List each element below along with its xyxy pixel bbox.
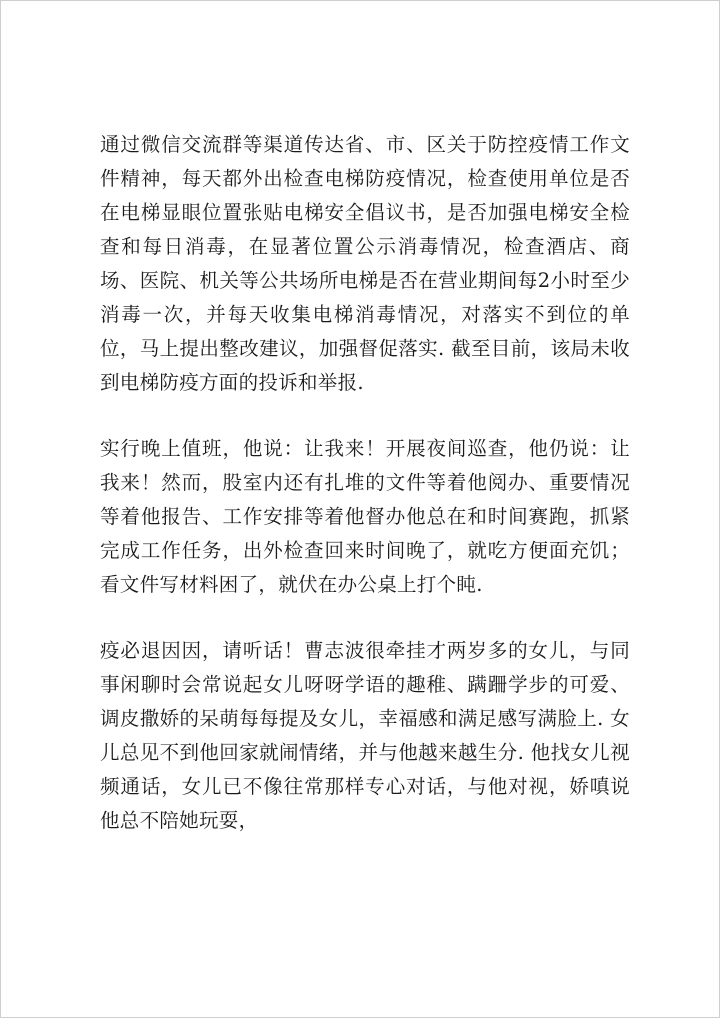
document-body <box>100 128 630 870</box>
paragraph-night-duty: 实行晚上值班，他说：让我来！开展夜间巡查，他仍说：让我来！然而，股室内还有扎堆的文件等着他阅办、重要情况等着他报告、工作安排等着他督办他总在和时间赛跑，抓紧完成工作任务，出外检查回来时间晚了，就吃方便面充饥；看文件写材料困了，就伏在办公桌上打个盹. <box>100 437 630 596</box>
paragraph-daughter: 疫必退因因，请听话！曹志波很牵挂才两岁多的女儿，与同事闲聊时会常说起女儿呀呀学语的趣稚、蹒跚学步的可爱、调皮撒娇的呆萌每每提及女儿，幸福感和满足感写满脸上. 女儿总见不到他回家就闹情绪，并与他越来越生分. 他找女儿视频通话，女儿已不像往常那样专心对话，与他对视，娇嗔说他总不陪她玩耍， <box>100 639 630 832</box>
paragraph-epidemic-inspection: 通过微信交流群等渠道传达省、市、区关于防控疫情工作文件精神，每天都外出检查电梯防疫情况，检查使用单位是否在电梯显眼位置张贴电梯安全倡议书，是否加强电梯安全检查和每日消毒，在显著位置公示消毒情况，检查酒店、商场、医院、机关等公共场所电梯是否在营业期间每2小时至少消毒一次，并每天收集电梯消毒情况，对落实不到位的单位，马上提出整改建议，加强督促落实. 截至目前，该局未收到电梯防疫方面的投诉和举报. <box>100 133 630 394</box>
